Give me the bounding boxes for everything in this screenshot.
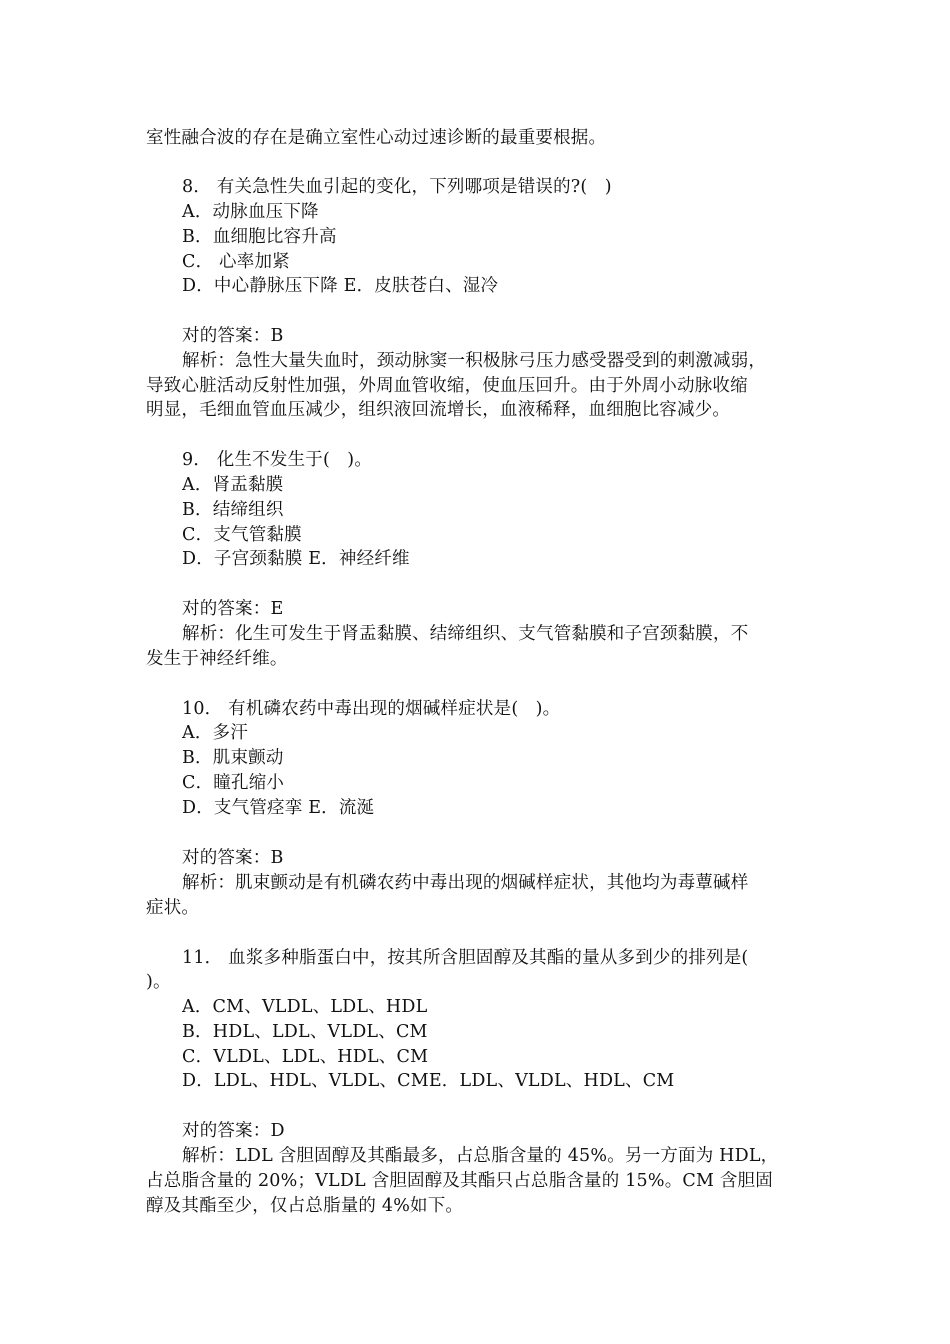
question-8-stem: 8． 有关急性失血引起的变化，下列哪项是错误的?( ) xyxy=(182,177,612,197)
question-10-answer: 对的答案：B xyxy=(182,848,284,868)
question-9-option-a: A．肾盂黏膜 xyxy=(182,475,284,495)
question-8-analysis: 导致心脏活动反射性加强，外周血管收缩，使血压回升。由于外周小动脉收缩 xyxy=(146,376,748,396)
question-9-analysis: 解析：化生可发生于肾盂黏膜、结缔组织、支气管黏膜和子宫颈黏膜，不 xyxy=(182,624,749,644)
question-8-option-c: C． 心率加紧 xyxy=(182,252,290,272)
question-10-analysis: 症状。 xyxy=(146,898,200,918)
question-9-stem: 9． 化生不发生于( )。 xyxy=(182,450,373,470)
question-11-option-c: C．VLDL、LDL、HDL、CM xyxy=(182,1047,429,1067)
question-10-analysis: 解析：肌束颤动是有机磷农药中毒出现的烟碱样症状，其他均为毒蕈碱样 xyxy=(182,873,749,893)
question-11-stem: 11． 血浆多种脂蛋白中，按其所含胆固醇及其酯的量从多到少的排列是( xyxy=(182,948,749,968)
question-10-option-b: B．肌束颤动 xyxy=(182,748,284,768)
question-11-option-b: B．HDL、LDL、VLDL、CM xyxy=(182,1022,428,1042)
question-11-option-a: A．CM、VLDL、LDL、HDL xyxy=(182,997,428,1017)
question-11-option-d: D．LDL、HDL、VLDL、CME．LDL、VLDL、HDL、CM xyxy=(182,1071,675,1091)
question-9-option-c: C．支气管黏膜 xyxy=(182,525,302,545)
question-8-answer: 对的答案：B xyxy=(182,326,284,346)
question-11-stem-continued: )。 xyxy=(146,972,171,992)
question-8-analysis: 明显，毛细血管血压减少，组织液回流增长，血液稀释，血细胞比容减少。 xyxy=(146,400,731,420)
question-9-option-d: D．子宫颈黏膜 E．神经纤维 xyxy=(182,549,410,569)
question-10-option-c: C．瞳孔缩小 xyxy=(182,773,285,793)
question-10-option-d: D．支气管痉挛 E．流涎 xyxy=(182,798,375,818)
question-10-option-a: A．多汗 xyxy=(182,723,248,743)
question-8-option-a: A．动脉血压下降 xyxy=(182,202,319,222)
question-9-analysis: 发生于神经纤维。 xyxy=(146,649,288,669)
question-8-option-d: D．中心静脉压下降 E．皮肤苍白、湿冷 xyxy=(182,276,499,296)
intro-line: 室性融合波的存在是确立室性心动过速诊断的最重要根据。 xyxy=(146,128,607,148)
question-11-analysis: 占总脂含量的 20%；VLDL 含胆固醇及其酯只占总脂含量的 15%。CM 含胆固 xyxy=(146,1171,773,1191)
question-9-answer: 对的答案：E xyxy=(182,599,284,619)
question-10-stem: 10． 有机磷农药中毒出现的烟碱样症状是( )。 xyxy=(182,699,561,719)
question-11-analysis: 解析：LDL 含胆固醇及其酯最多，占总脂含量的 45%。另一方面为 HDL， xyxy=(182,1146,779,1166)
question-8-option-b: B．血细胞比容升高 xyxy=(182,227,337,247)
question-11-answer: 对的答案：D xyxy=(182,1121,285,1141)
question-11-analysis: 醇及其酯至少，仅占总脂量的 4%如下。 xyxy=(146,1196,464,1216)
question-9-option-b: B．结缔组织 xyxy=(182,500,284,520)
question-8-analysis: 解析：急性大量失血时，颈动脉窦一积极脉弓压力感受器受到的刺激减弱， xyxy=(182,351,767,371)
